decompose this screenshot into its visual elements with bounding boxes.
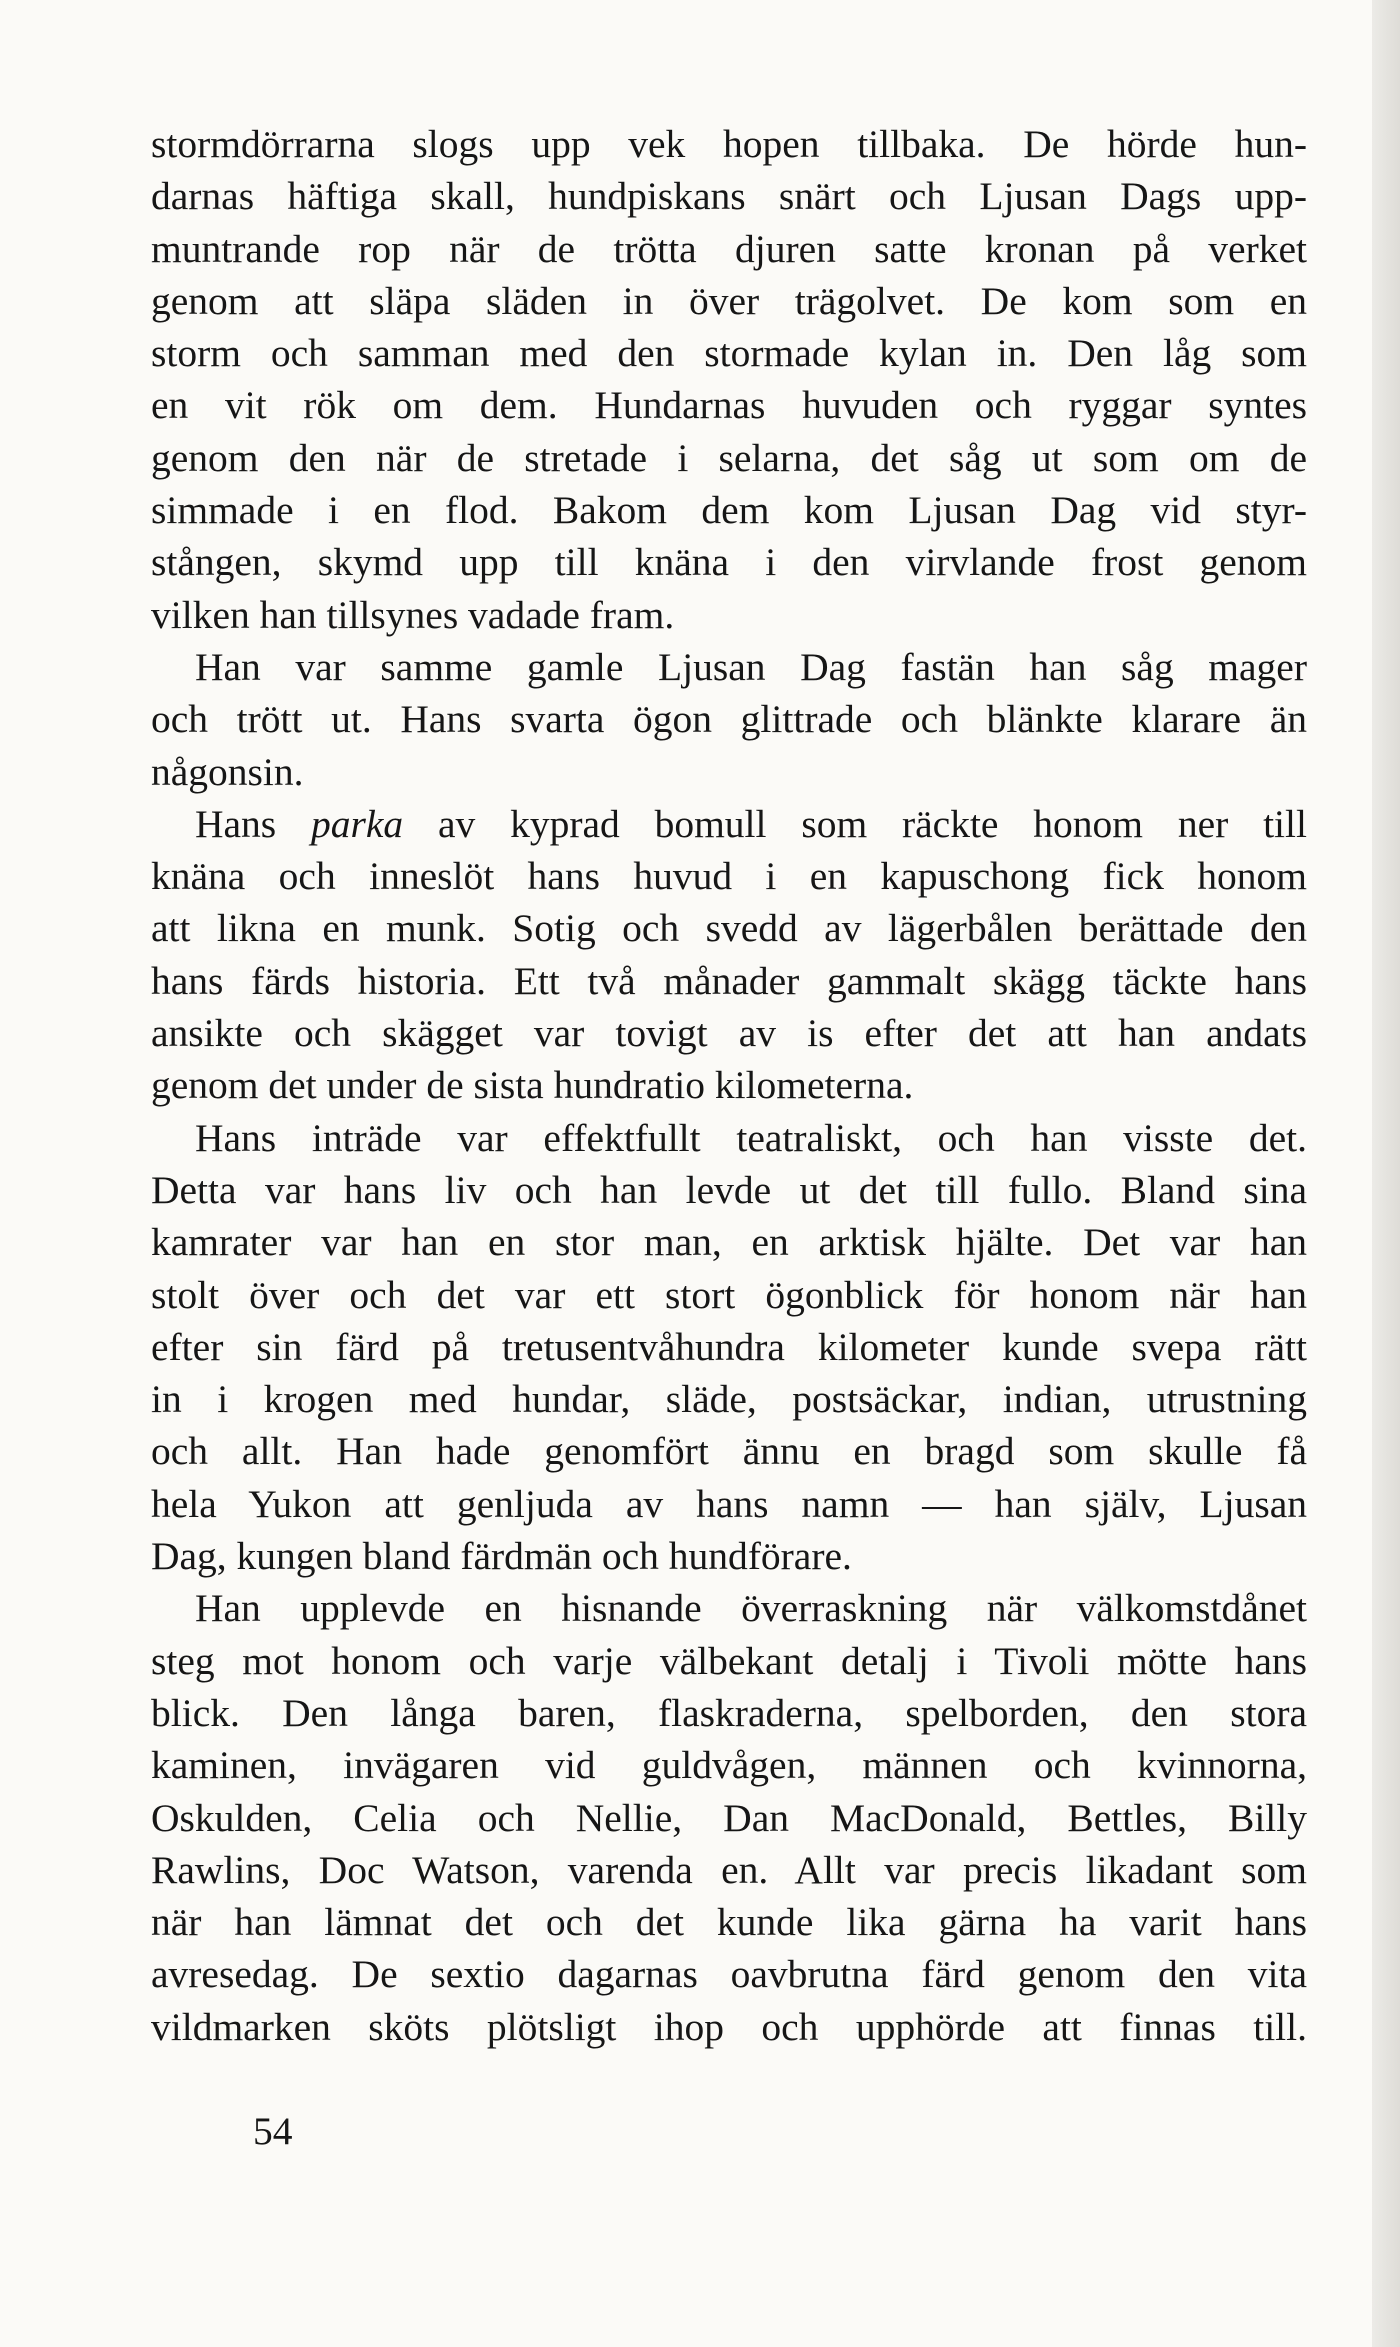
body-text [151,118,1307,2053]
text-line: kaminen, invägaren vid guldvågen, männen och kvinnorna, [151,1743,1307,1788]
text-segment: av kyprad bomull som räckte honom ner till [403,801,1307,846]
text-line: genom den när de stretade i selarna, det såg ut som om de [151,435,1307,480]
text-line: och allt. Han hade genomfört ännu en bragd som skulle få [151,1429,1307,1474]
text-line: darnas häftiga skall, hundpiskans snärt och Ljusan Dags upp- [151,174,1307,219]
text-line: kamrater var han en stor man, en arktisk hjälte. Det var han [151,1220,1307,1265]
text-line [151,798,1307,850]
text-line: och trött ut. Hans svarta ögon glittrade och blänkte klarare än [151,697,1307,742]
text-line: steg mot honom och varje välbekant detalj i Tivoli mötte hans [151,1638,1307,1683]
page-number: 54 [253,2109,293,2153]
page-edge-shadow [1372,0,1400,2347]
text-line: simmade i en flod. Bakom dem kom Ljusan Dag vid styr- [151,488,1307,533]
text-line: Detta var hans liv och han levde ut det till fullo. Bland sina [151,1167,1307,1212]
text-line: Rawlins, Doc Watson, varenda en. Allt var precis likadant som [151,1847,1307,1892]
text-line: Han upplevde en hisnande överraskning när välkomstdånet [195,1586,1307,1631]
text-line: Hans inträde var effektfullt teatraliskt, och han visste det. [195,1115,1307,1160]
text-line: stormdörrarna slogs upp vek hopen tillbaka. De hörde hun- [151,122,1307,166]
text-line: Han var samme gamle Ljusan Dag fastän han såg mager [195,644,1307,689]
text-line: hans färds historia. Ett två månader gammalt skägg täckte hans [151,958,1307,1003]
text-line: efter sin färd på tretusentvåhundra kilometer kunde svepa rätt [151,1324,1307,1369]
italic-word: parka [311,801,404,846]
text-line: Oskulden, Celia och Nellie, Dan MacDonald, Bettles, Billy [151,1795,1307,1840]
text-line: stolt över och det var ett stort ögonblick för honom när han [151,1272,1307,1317]
text-line: hela Yukon att genljuda av hans namn — han själv, Ljusan [151,1481,1307,1526]
text-line: en vit rök om dem. Hundarnas huvuden och ryggar syntes [151,383,1307,428]
text-line: blick. Den långa baren, flaskraderna, spelborden, den stora [151,1690,1307,1735]
text-line: stången, skymd upp till knäna i den virvlande frost genom [151,540,1307,585]
text-line: avresedag. De sextio dagarnas oavbrutna färd genom den vita [151,1952,1307,1997]
text-segment: Hans [195,801,311,846]
text-line: vilken han tillsynes vadade fram. [151,592,675,637]
text-line: muntrande rop när de trötta djuren satte kronan på verket [151,226,1307,271]
text-line: att likna en munk. Sotig och svedd av lägerbålen berättade den [151,906,1307,951]
text-line: genom att släpa släden in över trägolvet. De kom som en [151,278,1307,323]
text-line: genom det under de sista hundratio kilometerna. [151,1063,914,1108]
text-line: vildmarken sköts plötsligt ihop och upphörde att finnas till. [151,2004,1307,2049]
text-line: när han lämnat det och det kunde lika gärna ha varit hans [151,1900,1307,1945]
text-line: in i krogen med hundar, släde, postsäckar, indian, utrustning [151,1377,1307,1422]
text-line: knäna och inneslöt hans huvud i en kapuschong fick honom [151,854,1307,899]
text-line: storm och samman med den stormade kylan in. Den låg som [151,331,1307,376]
text-line: ansikte och skägget var tovigt av is efter det att han andats [151,1011,1307,1056]
text-line: Dag, kungen bland färdmän och hundförare. [151,1534,852,1579]
text-line: någonsin. [151,749,304,794]
